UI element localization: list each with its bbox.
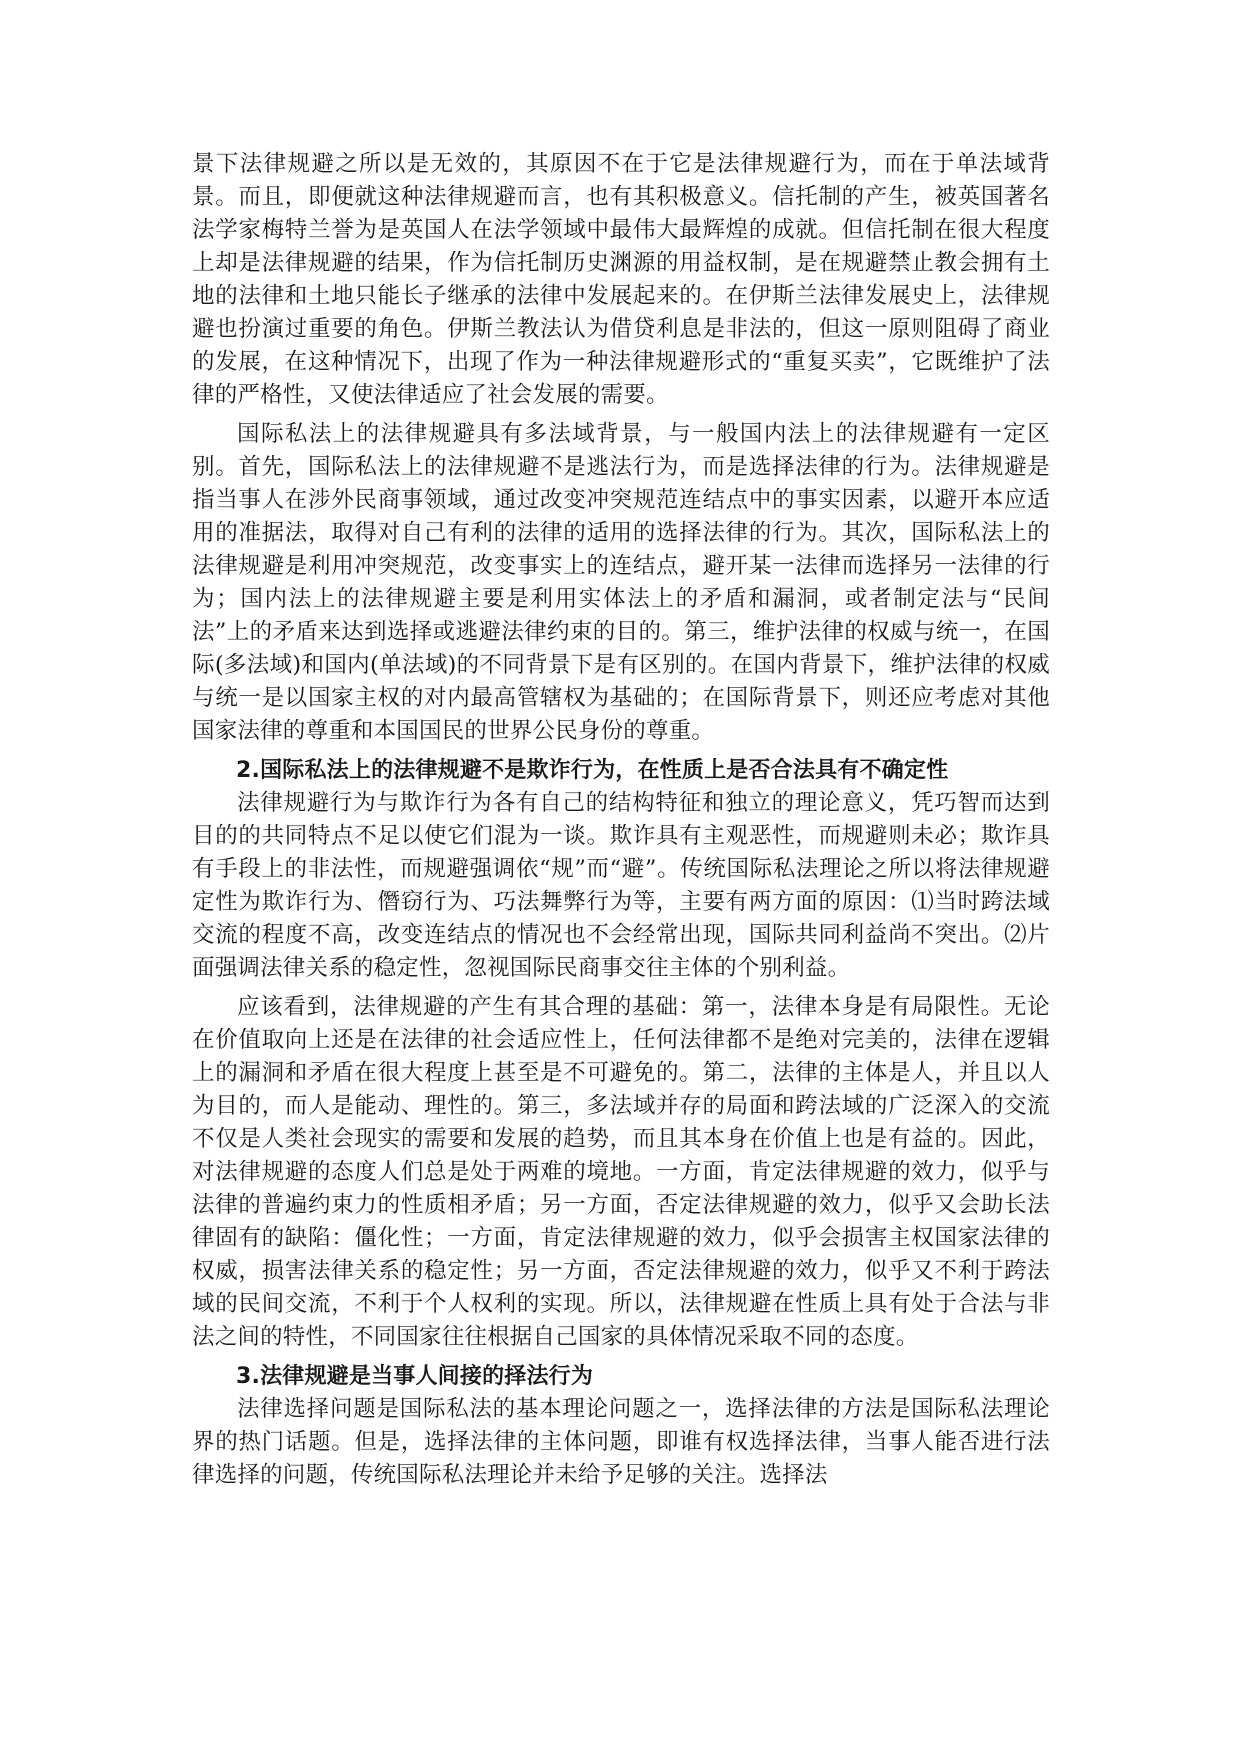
body-paragraph: 法律选择问题是国际私法的基本理论问题之一，选择法律的方法是国际私法理论界的热门话题。但是，选择法律的主体问题，即谁有权选择法律，当事人能否进行法律选择的问题，传统国际私法理论并未给予足够的关注。选择法	[192, 1396, 1050, 1488]
section-heading: 3.法律规避是当事人间接的择法行为	[236, 1364, 594, 1389]
body-paragraph: 国际私法上的法律规避具有多法域背景，与一般国内法上的法律规避有一定区别。首先，国际私法上的法律规避不是逃法行为，而是选择法律的行为。法律规避是指当事人在涉外民商事领域，通过改变冲突规范连结点中的事实因素，以避开本应适用的准据法，取得对自己有利的法律的适用的选择法律的行为。其次，国际私法上的法律规避是利用冲突规范，改变事实上的连结点，避开某一法律而选择另一法律的行为；国内法上的法律规避主要是利用实体法上的矛盾和漏洞，或者制定法与“民间法”上的矛盾来达到选择或逃避法律约束的目的。第三，维护法律的权威与统一，在国际(多法域)和国内(单法域)的不同背景下是有区别的。在国内背景下，维护法律的权威与统一是以国家主权的对内最高管辖权为基础的；在国际背景下，则还应考虑对其他国家法律的尊重和本国国民的世界公民身份的尊重。	[192, 421, 1050, 744]
body-paragraph: 应该看到，法律规避的产生有其合理的基础：第一，法律本身是有局限性。无论在价值取向上还是在法律的社会适应性上，任何法律都不是绝对完美的，法律在逻辑上的漏洞和矛盾在很大程度上甚至是不可避免的。第二，法律的主体是人，并且以人为目的，而人是能动、理性的。第三，多法域并存的局面和跨法域的广泛深入的交流不仅是人类社会现实的需要和发展的趋势，而且其本身在价值上也是有益的。因此，对法律规避的态度人们总是处于两难的境地。一方面，肯定法律规避的效力，似乎与法律的普遍约束力的性质相矛盾；另一方面，否定法律规避的效力，似乎又会助长法律固有的缺陷：僵化性；一方面，肯定法律规避的效力，似乎会损害主权国家法律的权威，损害法律关系的稳定性；另一方面，否定法律规避的效力，似乎又不利于跨法域的民间交流，不利于个人权利的实现。所以，法律规避在性质上具有处于合法与非法之间的特性，不同国家往往根据自己国家的具体情况采取不同的态度。	[192, 994, 1050, 1350]
body-paragraph: 景下法律规避之所以是无效的，其原因不在于它是法律规避行为，而在于单法域背景。而且，即便就这种法律规避而言，也有其积极意义。信托制的产生，被英国著名法学家梅特兰誉为是英国人在法学领域中最伟大最辉煌的成就。但信托制在很大程度上却是法律规避的结果，作为信托制历史渊源的用益权制，是在规避禁止教会拥有土地的法律和土地只能长子继承的法律中发展起来的。在伊斯兰法律发展史上，法律规避也扮演过重要的角色。伊斯兰教法认为借贷利息是非法的，但这一原则阻碍了商业的发展，在这种情况下，出现了作为一种法律规避形式的“重复买卖”，它既维护了法律的严格性，又使法律适应了社会发展的需要。	[192, 151, 1050, 408]
section-heading: 2.国际私法上的法律规避不是欺诈行为，在性质上是否合法具有不确定性	[236, 758, 949, 783]
body-paragraph: 法律规避行为与欺诈行为各有自己的结构特征和独立的理论意义，凭巧智而达到目的的共同特点不足以使它们混为一谈。欺诈具有主观恶性，而规避则未必；欺诈具有手段上的非法性，而规避强调依“规”而“避”。传统国际私法理论之所以将法律规避定性为欺诈行为、僭窃行为、巧法舞弊行为等，主要有两方面的原因：⑴当时跨法域交流的程度不高，改变连结点的情况也不会经常出现，国际共同利益尚不突出。⑵片面强调法律关系的稳定性，忽视国际民商事交往主体的个别利益。	[192, 790, 1050, 981]
document-page	[192, 148, 1050, 1498]
